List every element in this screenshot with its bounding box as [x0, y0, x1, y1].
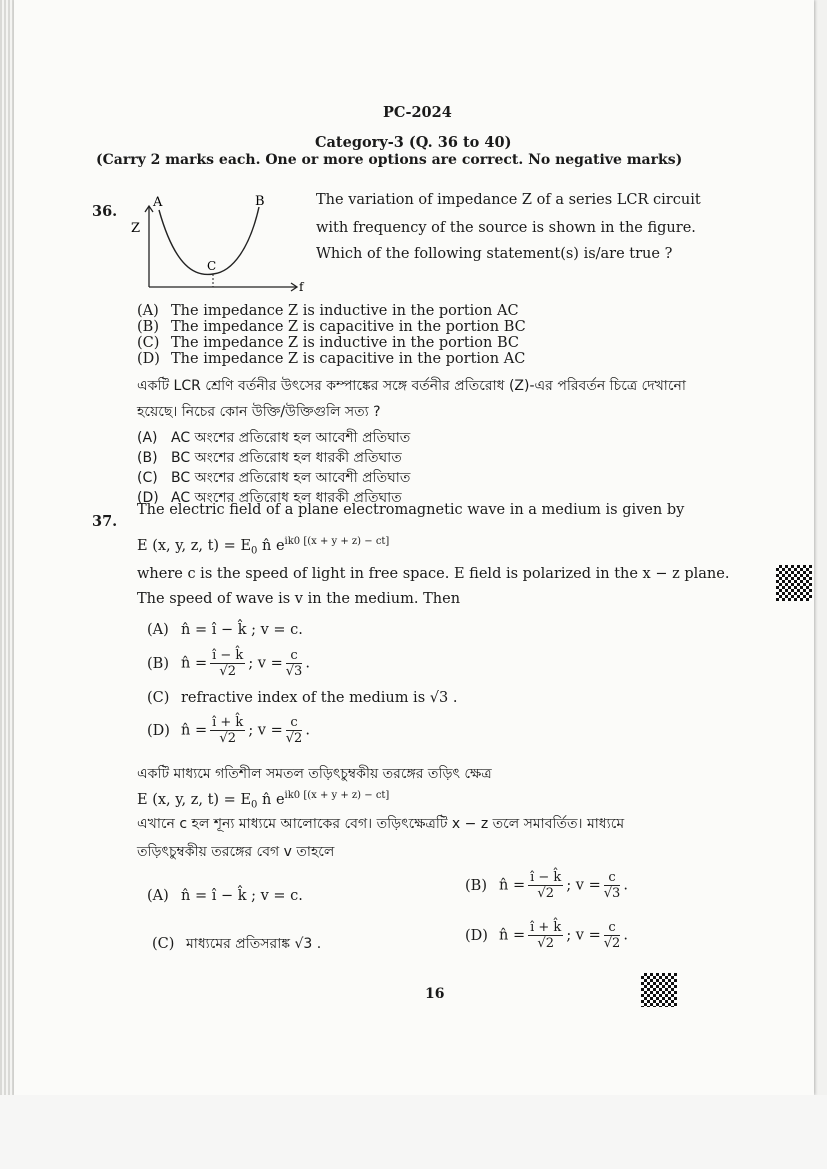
stacked-page-edges: [0, 0, 14, 1095]
q37-equation: E (x, y, z, $t) = E_0$ n̂ $e^{ik0 [(x + y + z) - ct]}$: [137, 536, 390, 557]
paper-code: PC-2024: [383, 104, 452, 121]
q36-bengali-option-a: (A) AC অংশের প্রতিরোধ হল আবেশী প্রতিঘাত: [137, 430, 411, 446]
instructions: (Carry 2 marks each. One or more options are correct. No negative marks): [96, 152, 683, 168]
q36-stem-line-2: with frequency of the source is shown in the figure.: [316, 220, 696, 236]
qr-code-footer: [641, 973, 677, 1007]
graph-y-label: Z: [131, 221, 141, 236]
q36-bengali-option-c: (C) BC অংশের প্রতিরোধ হল আবেশী প্রতিঘাত: [137, 470, 411, 486]
q37-bengali-stem-line-2: এখানে c হল শূন্য মাধ্যমে আলোকের বেগ। তড়িৎক্ষেত্রটি x − z তলে সমাবর্তিত। মাধ্যমে: [137, 816, 625, 832]
q36-bengali-option-b: (B) BC অংশের প্রতিরোধ হল ধারকী প্রতিঘাত: [137, 450, 402, 466]
q37-bengali-stem-line-1: একটি মাধ্যমে গতিশীল সমতল তড়িৎচুম্বকীয় তরঙ্গের তড়িৎ ক্ষেত্র: [137, 766, 492, 782]
page-number: 16: [425, 986, 445, 1002]
qr-code-right: [776, 565, 812, 601]
q37-bengali-option-d: (D) n̂ = $\frac{î + k̂}{√2}$ ; v = $\frac{c}{√2}$ .: [465, 920, 628, 951]
q37-bengali-stem-line-3: তড়িৎচুম্বকীয় তরঙ্গের বেগ v তাহলে: [137, 844, 335, 860]
q36-option-b: (B) The impedance Z is capacitive in the portion BC: [137, 319, 526, 335]
q36-option-c: (C) The impedance Z is inductive in the portion BC: [137, 335, 520, 351]
q37-bengali-option-c: (C) মাধ্যমের প্রতিসরাঙ্ক √3 .: [152, 936, 322, 952]
q36-bengali-option-d: (D) AC অংশের প্রতিরোধ হল ধারকী প্রতিঘাত: [137, 490, 402, 506]
q37-bengali-option-b: (B) n̂ = $\frac{î - k̂}{√2}$ ; v = $\frac{c}{√3}$ .: [465, 870, 628, 901]
q37-bengali-equation: E (x, y, z, $t) = E_0$ n̂ $e^{ik0 [(x + y + z) - ct]}$: [137, 790, 390, 811]
q37-bengali-option-a: (A) n̂ = î − k̂ ; v = c.: [147, 888, 303, 904]
q36-stem-line-3: Which of the following statement(s) is/are true ?: [316, 246, 673, 262]
q36-bengali-stem-line-2: হয়েছে। নিচের কোন উক্তি/উক্তিগুলি সত্য ?: [137, 404, 381, 420]
graph-x-label: f: [299, 280, 304, 294]
q37-stem-line-3: The speed of wave is v in the medium. Then: [137, 591, 461, 607]
q37-stem-line-2: where c is the speed of light in free space. E field is polarized in the x − z plane.: [137, 566, 730, 582]
q36-option-a: (A) The impedance Z is inductive in the portion AC: [137, 303, 519, 319]
graph-point-c: C: [207, 259, 217, 273]
q37-option-c: (C) refractive index of the medium is √3 .: [147, 690, 458, 706]
graph-point-b: B: [255, 194, 265, 209]
q36-bengali-stem-line-1: একটি LCR শ্রেণি বর্তনীর উৎসের কম্পাঙ্কের সঙ্গে বর্তনীর প্রতিরোধ (Z)-এর পরিবর্তন চিত্রে দেখানো: [137, 378, 686, 394]
impedance-graph: [125, 192, 310, 297]
q37-option-d: (D) n̂ = $\frac{î + k̂}{√2}$ ; v = $\frac{c}{√2}$ .: [147, 715, 310, 746]
category-heading: Category-3 (Q. 36 to 40): [315, 134, 512, 151]
q36-stem-line-1: The variation of impedance Z of a series LCR circuit: [316, 192, 701, 208]
question-37-number: 37.: [92, 513, 118, 530]
graph-point-a: A: [153, 195, 163, 210]
scan-background: [0, 1095, 827, 1169]
q37-option-b: (B) n̂ = $\frac{î - k̂}{√2}$ ; v = $\frac{c}{√3}$ .: [147, 648, 310, 679]
question-36-number: 36.: [92, 203, 118, 220]
q37-option-a: (A) n̂ = î − k̂ ; v = c.: [147, 622, 303, 638]
q37-stem-line-1: The electric field of a plane electromagnetic wave in a medium is given by: [137, 502, 685, 518]
q36-option-d: (D) The impedance Z is capacitive in the portion AC: [137, 351, 526, 367]
